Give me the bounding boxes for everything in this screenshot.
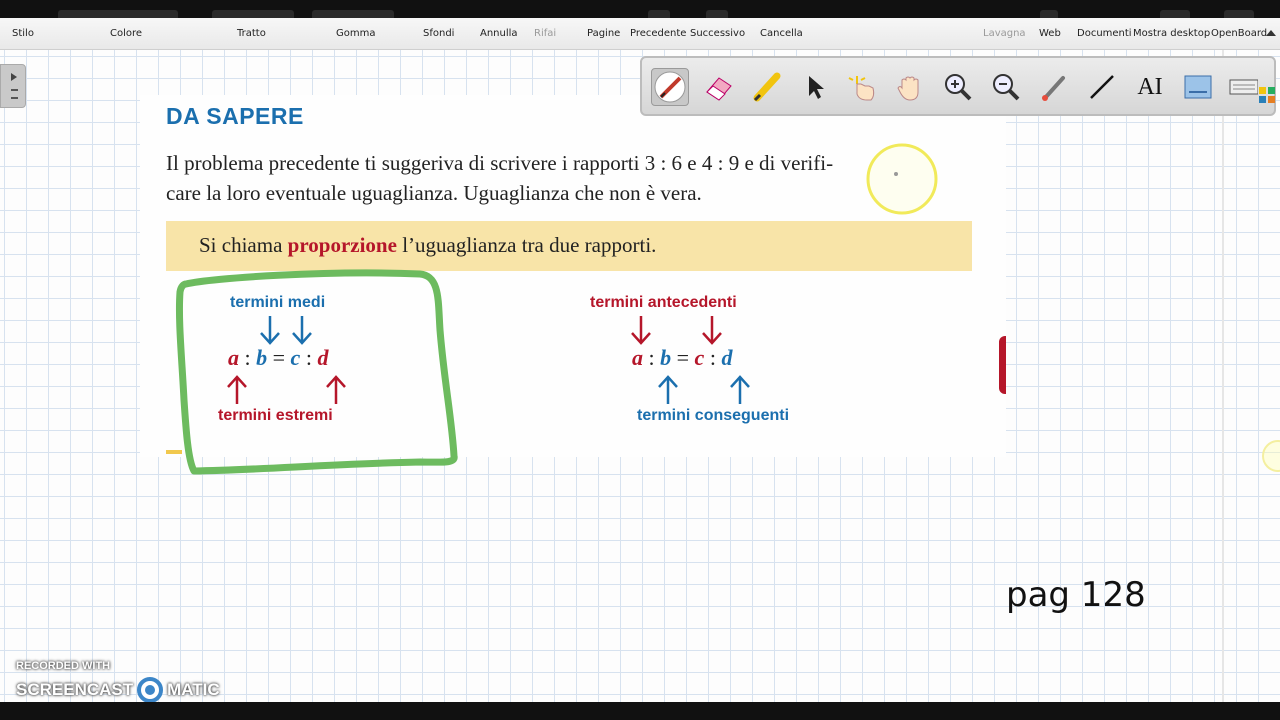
label-termini-antecedenti: termini antecedenti — [590, 294, 737, 311]
capture-icon — [1181, 70, 1215, 104]
watermark-recorded: RECORDED WITH — [16, 660, 111, 672]
label-termini-estremi: termini estremi — [218, 407, 333, 424]
ratio-sep: : — [709, 345, 716, 370]
interact-tool[interactable] — [843, 68, 881, 106]
label-termini-conseguenti: termini conseguenti — [637, 407, 790, 424]
menu-lavagna[interactable]: Lavagna — [983, 28, 1026, 39]
menu-openboard[interactable]: OpenBoard — [1211, 28, 1268, 39]
interact-icon — [845, 70, 879, 104]
menu-stilo[interactable]: Stilo — [12, 28, 34, 39]
term-c: c — [694, 345, 705, 370]
equals-sign: = — [676, 345, 690, 370]
term-a: a — [632, 345, 643, 370]
menu-rifai[interactable]: Rifai — [534, 28, 557, 39]
selector-icon — [797, 70, 831, 104]
hand-tool[interactable] — [891, 68, 929, 106]
yellow-cursor-ring — [868, 145, 936, 213]
menu-documenti[interactable]: Documenti — [1077, 28, 1132, 39]
toolbar-config-icon[interactable] — [1258, 86, 1276, 104]
green-freehand-box — [179, 273, 454, 471]
laser-pointer-tool[interactable] — [1035, 68, 1073, 106]
line-icon — [1085, 70, 1119, 104]
capture-tool[interactable] — [1179, 68, 1217, 106]
menu-colore[interactable]: Colore — [110, 28, 143, 39]
bottom-black-bar — [0, 702, 1280, 720]
text-tool[interactable] — [1131, 68, 1169, 106]
laser-pointer-icon — [1037, 70, 1071, 104]
zoom-out-tool[interactable] — [987, 68, 1025, 106]
term-b: b — [660, 345, 672, 370]
menu-sfondi[interactable]: Sfondi — [423, 28, 455, 39]
text-icon: AI — [1137, 73, 1163, 100]
term-d: d — [317, 345, 329, 370]
marker-tool[interactable] — [747, 68, 785, 106]
watermark-matic: MATIC — [167, 680, 220, 699]
menu-tratto[interactable]: Tratto — [237, 28, 266, 39]
paragraph-line-1: Il problema precedente ti suggeriva di scrivere i rapporti 3 : 6 e 4 : 9 e di verifi- — [166, 151, 834, 175]
menu-pagine[interactable]: Pagine — [587, 28, 621, 39]
menu-mostra-desktop[interactable]: Mostra desktop — [1133, 28, 1211, 39]
screencast-logo-icon — [137, 677, 163, 703]
selector-tool[interactable] — [795, 68, 833, 106]
term-b: b — [256, 345, 268, 370]
label-termini-medi: termini medi — [230, 294, 326, 311]
ratio-sep: : — [305, 345, 312, 370]
menu-gomma[interactable]: Gomma — [336, 28, 376, 39]
menu-annulla[interactable]: Annulla — [480, 28, 518, 39]
floating-toolbar — [640, 56, 1276, 116]
paragraph-line-2: care la loro eventuale uguaglianza. Uguaglianza che non è vera. — [166, 181, 702, 205]
term-c: c — [290, 345, 301, 370]
pen-tool[interactable] — [651, 68, 689, 106]
section-heading: DA SAPERE — [166, 103, 304, 129]
menu-web[interactable]: Web — [1039, 28, 1061, 39]
definition-keyword: proporzione — [287, 233, 397, 257]
line-tool[interactable] — [1083, 68, 1121, 106]
zoom-out-icon — [989, 70, 1023, 104]
menu-precedente[interactable]: Precedente — [630, 28, 687, 39]
marker-icon — [749, 70, 783, 104]
handwritten-page-number: pag 128 — [1006, 575, 1146, 615]
zoom-in-tool[interactable] — [939, 68, 977, 106]
zoom-in-icon — [941, 70, 975, 104]
menu-cancella[interactable]: Cancella — [760, 28, 803, 39]
watermark-screencast: SCREENCAST — [16, 680, 134, 699]
virtual-keyboard-tool[interactable] — [1226, 68, 1260, 106]
hand-icon — [893, 70, 927, 104]
term-a: a — [228, 345, 239, 370]
ratio-sep: : — [244, 345, 251, 370]
term-d: d — [721, 345, 733, 370]
pen-icon — [653, 70, 687, 104]
menu-successivo[interactable]: Successivo — [690, 28, 746, 39]
virtual-keyboard-icon — [1228, 70, 1258, 104]
ratio-sep: : — [648, 345, 655, 370]
definition-before: Si chiama — [199, 233, 288, 257]
definition-after: l’uguaglianza tra due rapporti. — [396, 233, 657, 257]
eraser-icon — [701, 70, 735, 104]
eraser-tool[interactable] — [699, 68, 737, 106]
screencast-watermark — [16, 660, 220, 703]
equals-sign: = — [272, 345, 286, 370]
